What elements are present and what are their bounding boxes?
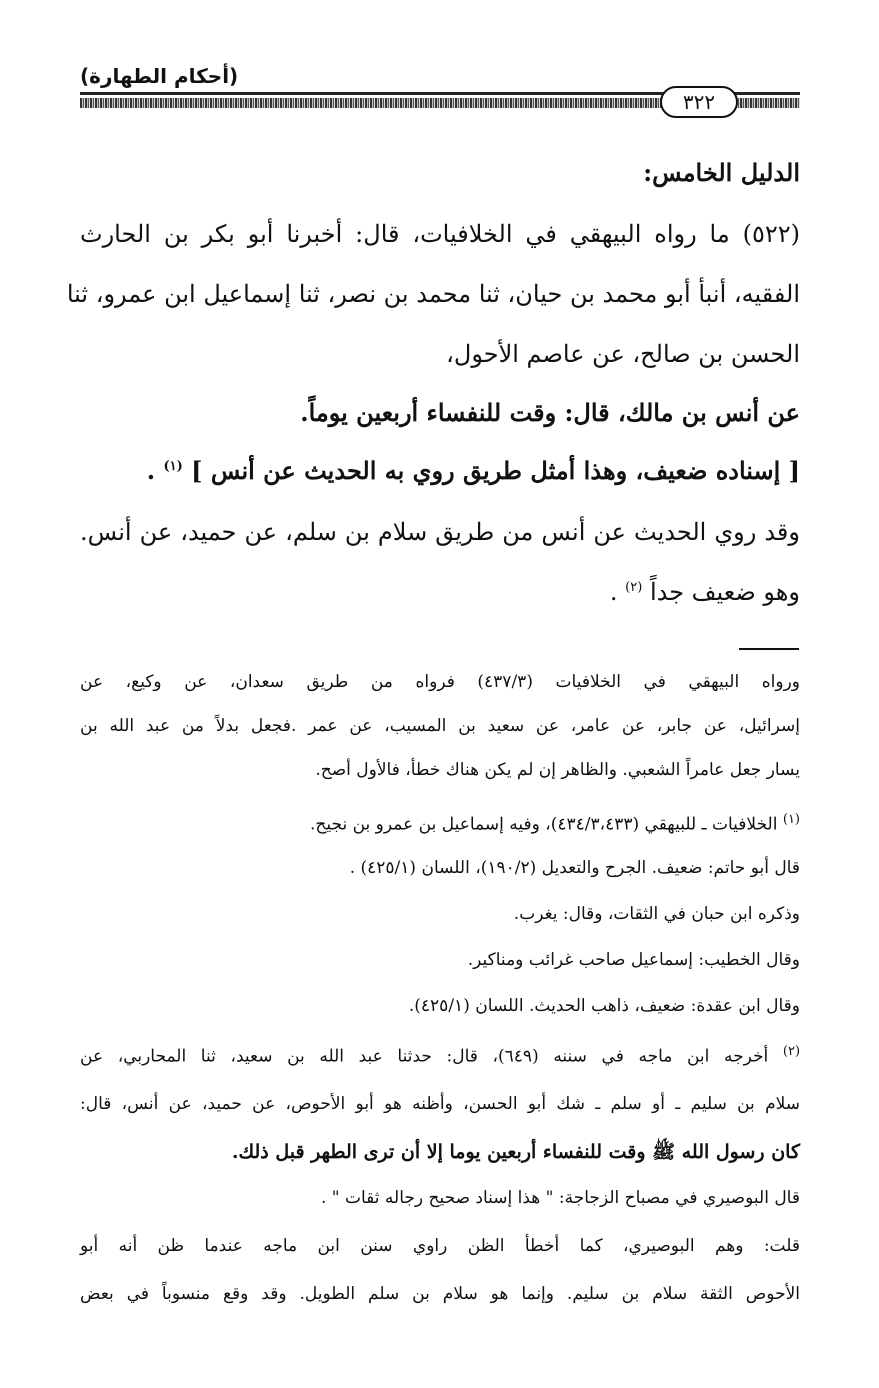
footnote-2-marker: (٢) <box>782 1044 801 1059</box>
footnote-2-hadith: كان رسول الله ﷺ وقت للنفساء أربعين يوما إلا أن ترى الطهر قبل ذلك. <box>231 1141 800 1163</box>
footnote-1-line-5: وقال ابن عقدة: ضعيف، ذاهب الحديث. اللسان (٤٢٥/١). <box>408 996 800 1016</box>
footnote-2-line-2: سلام بن سليم ـ أو سلم ـ شك أبو الحسن، وأظنه هو أبو الأحوص، عن حميد، عن أنس، قال: <box>80 1094 800 1114</box>
footnote-2-line-4: قال البوصيري في مصباح الزجاجة: " هذا إسناد صحيح رجاله ثقات " . <box>320 1188 800 1208</box>
weak-period: . <box>609 578 618 606</box>
body-line-6: وقد روي الحديث عن أنس من طريق سلام بن سلم، عن حميد، عن أنس. <box>80 518 800 546</box>
footnote-1-text-1: الخلافيات ـ للبيهقي (٤٣٤/٣،٤٣٣)، وفيه إسماعيل بن عمرو بن نجيح. <box>309 814 778 835</box>
book-title: (أحكام الطهارة) <box>80 64 239 88</box>
footnote-1-line-3: وذكره ابن حبان في الثقات، وقال: يغرب. <box>513 904 800 924</box>
footnote-1-line-4: وقال الخطيب: إسماعيل صاحب غرائب ومناكير. <box>467 950 800 970</box>
footnote-ref-2: (٢) <box>625 580 643 595</box>
body-line-2: الفقيه، أنبأ أبو محمد بن حيان، ثنا محمد بن نصر، ثنا إسماعيل ابن عمرو، ثنا <box>66 280 800 308</box>
footnote-carry-line-1: ورواه البيهقي في الخلافيات (٤٣٧/٣) فرواه من طريق سعدان، عن وكيع، عن <box>80 672 801 692</box>
footnote-carry-line-3: يسار جعل عامراً الشعبي. والظاهر إن لم يكن هناك خطأ، فالأول أصح. <box>315 760 800 780</box>
footnote-1-line-2: قال أبو حاتم: ضعيف. الجرح والتعديل (١٩٠/٢)، اللسان (٤٢٥/١) . <box>349 858 800 878</box>
footnote-2-line-1 <box>80 1044 800 1067</box>
weak-text: وهو ضعيف جداً <box>649 578 800 606</box>
body-line-1: (٥٢٢) ما رواه البيهقي في الخلافيات، قال: أخبرنا أبو بكر بن الحارث <box>80 220 800 248</box>
grading-text: [ إسناده ضعيف، وهذا أمثل طريق روي به الحديث عن أنس ] <box>191 456 800 485</box>
footnote-1-line-1 <box>80 812 800 835</box>
footnote-1-marker: (١) <box>782 812 800 827</box>
grading-line <box>80 456 800 485</box>
body-line-3: الحسن بن صالح، عن عاصم الأحول، <box>446 340 800 368</box>
footnote-2-text-1: أخرجه ابن ماجه في سننه (٦٤٩)، قال: حدثنا عبد الله بن سعيد، ثنا المحاربي، عن <box>80 1046 769 1067</box>
body-line-7 <box>80 578 800 606</box>
page-number: ٣٢٢ <box>660 86 738 118</box>
hadith-text: عن أنس بن مالك، قال: وقت للنفساء أربعين يوماً. <box>300 398 800 427</box>
section-heading: الدليل الخامس: <box>643 158 800 187</box>
footnote-2-line-5: قلت: وهم البوصيري، كما أخطأ الظن راوي سنن ابن ماجه عندما ظن أنه أبو <box>80 1236 800 1256</box>
grading-period: . <box>146 456 156 485</box>
footnote-ref-1: (١) <box>163 459 183 474</box>
footnote-separator <box>739 648 799 650</box>
footnote-carry-line-2: إسرائيل، عن جابر، عن عامر، عن سعيد بن المسيب، عن عمر .فجعل بدلاً من عبد الله بن <box>80 716 800 736</box>
footnote-2-line-6: الأحوص الثقة سلام بن سليم. وإنما هو سلام بن سلم الطويل. وقد وقع منسوباً في بعض <box>80 1284 800 1304</box>
